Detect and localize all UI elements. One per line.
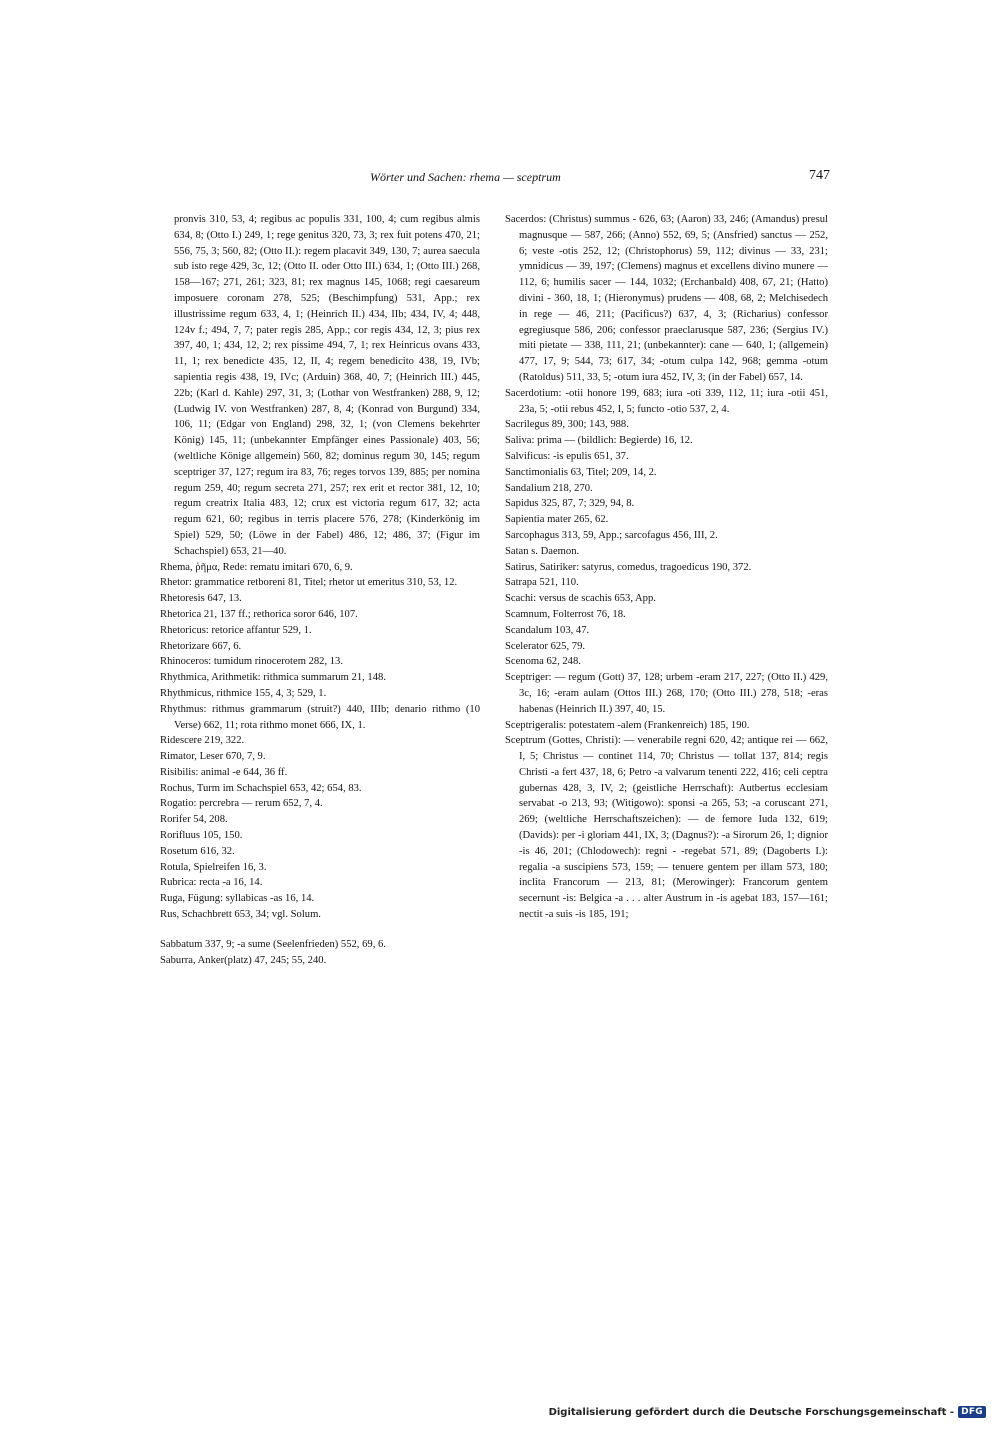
index-entry: Rhythmicus, rithmice 155, 4, 3; 529, 1. — [160, 687, 327, 699]
index-entry: Saliva: prima — (bildlich: Begierde) 16, 12. — [505, 435, 693, 447]
index-entry: Sacerdotium: -otii honore 199, 683; iura -oti 339, 112, 11; iura -otii 451, 23a, 5; -otii rebus 452, I, 5; functo -otio 537, 2, 4. — [505, 387, 828, 415]
index-entry: Satirus, Satiriker: satyrus, comedus, tragoedicus 190, 372. — [505, 561, 752, 573]
index-entry: Sabbatum 337, 9; -a sume (Seelenfrieden) 552, 69, 6. — [160, 938, 386, 950]
index-entry: Sapientia mater 265, 62. — [505, 514, 609, 526]
index-entry: Ruga, Fügung: syllabicas -as 16, 14. — [160, 893, 315, 905]
index-entry: Rhema, ῥῆμα, Rede: rematu imitari 670, 6, 9. — [160, 561, 353, 573]
index-entry: Sacrilegus 89, 300; 143, 988. — [505, 419, 629, 431]
index-entry: Rimator, Leser 670, 7, 9. — [160, 751, 266, 763]
index-entry: Rubrica: recta -a 16, 14. — [160, 877, 263, 889]
index-entry: Scelerator 625, 79. — [505, 640, 586, 652]
index-entry: Rhetor: grammatice retboreni 81, Titel; rhetor ut emeritus 310, 53, 12. — [160, 577, 458, 589]
index-entry: Sapidus 325, 87, 7; 329, 94, 8. — [505, 498, 635, 510]
digitization-credit: Digitalisierung gefördert durch die Deutsche Forschungsgemeinschaft - — [548, 1406, 955, 1418]
footer — [549, 1404, 986, 1420]
index-entry: Rhythmus: rithmus grammarum (struit?) 440, IIIb; denario rithmo (10 Verse) 662, 11; rota rithmo monet 666, IX, 1. — [160, 703, 480, 731]
dfg-logo: DFG — [958, 1406, 986, 1418]
index-entry: Sceptriger: — regum (Gott) 37, 128; urbem -eram 217, 227; (Otto II.) 429, 3c, 16; -eram aulam (Ottos III.) 268, 170; (Otto III.) 278, 518; -eras habenas (Heinrich II.) 397, 40, 15. — [505, 672, 828, 715]
index-entry: Saburra, Anker(platz) 47, 245; 55, 240. — [160, 954, 327, 966]
index-entry: Rhetorica 21, 137 ff.; rethorica soror 646, 107. — [160, 608, 358, 620]
running-title: Wörter und Sachen: rhema — sceptrum — [370, 170, 561, 184]
index-entry: Rogatio: percrebra — rerum 652, 7, 4. — [160, 798, 323, 810]
index-entry: Rhetoresis 647, 13. — [160, 593, 242, 605]
index-entry: pronvis 310, 53, 4; regibus ac populis 331, 100, 4; cum regibus almis 634, 8; (Otto I.) 249, 1; rege genitus 320, 73, 3; rex fuit potens 470, 21; 556, 75, 3; 560, 82; (Otto II.): regem placavit 349, 130, 7; aurea saecula sub isto rege 429, 3c, 12; (Otto II. oder Otto III.) 634, 1; (Otto III.) 268, 158—167; 271, 261; 323, 81; rex magnus 145, 1068; regi caesareum imposuere coronam 278, 525; (Beschimpfung) 531, App.; rex illustrissime regum 633, 4, 1; (Heinrich II.) 434, IIb; 434, IV, 4; 448, 124v f.; 494, 7, 7; pater regis 285, App.; cor regis 434, 12, 3; pius rex 397, 40, 1; 434, 12, 2; rex pissime 494, 7, 1; rex Heinricus ovans 433, 11, 1; rex benedicte 435, 12, II, 4; regem benedicito 438, 19, IVb; sapientia regis 438, 19, IVc; (Arduin) 368, 40, 7; (Heinrich III.) 445, 22b; (Karl d. Kahle) 297, 31, 3; (Lothar von Westfranken) 288, 9, 12; (Ludwig IV. von Westfranken) 287, 8, 4; (Konrad von Burgund) 334, 106, 11; (Edgar von England) 298, 32, 1; (von Clemens bekehrter König) 145, 11; (unbekannter Empfänger eines Passionale) 403, 56; (weltliche Könige allgemein) 560, 82; dominus regum 30, 145; regum sceptriger 37, 127; regum ira 83, 76; reges torvos 139, 885; per nomina regum 259, 40; regum secreta 271, 257; rex erit et rector 381, 12, 10; regum creatrix Italia 483, 12; crux est victoria regum 617, 32; acta regum 621, 60; regibus in terris placere 576, 278; (Kinderkönig im Spiel) 529, 50; (Löwe in der Fabel) 486, 12; 486, 37; (Figur im Schachspiel) 653, 21—40. — [174, 214, 480, 557]
index-entry: Sarcophagus 313, 59, App.; sarcofagus 456, III, 2. — [505, 529, 718, 541]
index-entry: Scachi: versus de scachis 653, App. — [505, 593, 656, 605]
index-entry: Rhinoceros: tumidum rinocerotem 282, 13. — [160, 656, 344, 668]
index-entry: Scamnum, Folterrost 76, 18. — [505, 608, 626, 620]
index-entry: Rorifluus 105, 150. — [160, 830, 243, 842]
index-entry: Sceptrum (Gottes, Christi): — venerabile regni 620, 42; antique rei — 662, I, 5; Christus — continet 114, 70; Christus — tollat 137, 814; regis Christi -a fert 437, 18, 6; Petro -a valvarum tenenti 222, 416; celi ceptra gubernas 428, 3, IV, 2; (geistliche Herrschaft): Autbertus ecclesiam servabat -o 213, 93; (Witigowo): sponsi -a 265, 53; -a coruscant 271, 269; (weltliche Herrschaftszeichen): — de femore Iuda 132, 619; (Davids): per -i gloriam 441, IX, 3; (Dagnus?): -a Sirorum 26, 1; dignior -is 46, 201; (Chlodowech): regni - -regebat 571, 89; (Dagoberts I.): regalia -a suscipiens 573, 159; — tenuere gentem per illam 573, 180; inclita Francorum — 213, 81; (Merowinger): Francorum gentem secernunt -is: Belgica -a . . . alter Austrum in -is agebat 183, 157—161; nectit -a suis -is 185, 191; — [505, 735, 828, 921]
index-entry: Satrapa 521, 110. — [505, 577, 579, 589]
index-entry: Salvificus: -is epulis 651, 37. — [505, 450, 629, 462]
index-entry: Rorifer 54, 208. — [160, 814, 228, 826]
index-entry: Rhythmica, Arithmetik: rithmica summarum 21, 148. — [160, 672, 386, 684]
index-entry: Sacerdos: (Christus) summus - 626, 63; (Aaron) 33, 246; (Amandus) presul magnusque — 587, 266; (Anno) 552, 69, 5; (Ansfried) sanctus — 252, 6; veste -otis 252, 12; (Christophorus) 59, 112; divinus — 33, 231; ymnidicus — 39, 197; (Clemens) magnus et excellens divino munere — 112, 6; humilis sacer — 144, 1032; (Erchanbald) 408, 67, 21; (Hatto) divini - 360, 18, 1; (Hieronymus) prudens — 408, 68, 2; Melchisedech in rege — 46, 211; (Pacificus?) 637, 4, 3; (Richarius) confessor egregiusque 586, 206; confessor praeclarusque 587, 236; (Sergius IV.) miti pietate — 338, 111, 21; (unbekannter): cane — 640, 1; (allgemein) 477, 17, 9; 544, 73; 617, 34; -otum culpa 142, 968; gemma -otum (Ratoldus) 511, 33, 5; -otum iura 452, IV, 3; (in der Fabel) 657, 14. — [505, 214, 828, 383]
index-entry: Ridescere 219, 322. — [160, 735, 245, 747]
running-header — [160, 170, 830, 190]
index-entry: Rochus, Turm im Schachspiel 653, 42; 654, 83. — [160, 782, 362, 794]
index-entry: Scandalum 103, 47. — [505, 624, 590, 636]
index-entry: Risibilis: animal -e 644, 36 ff. — [160, 766, 288, 778]
index-entry: Rus, Schachbrett 653, 34; vgl. Solum. — [160, 909, 321, 921]
index-entry: Scenoma 62, 248. — [505, 656, 581, 668]
page-number: 747 — [809, 168, 830, 183]
index-entry: Rhetorizare 667, 6. — [160, 640, 242, 652]
index-entry: Satan s. Daemon. — [505, 545, 580, 557]
left-column — [160, 212, 480, 968]
right-column — [505, 212, 828, 923]
index-entry: Rhetoricus: retorice affantur 529, 1. — [160, 624, 312, 636]
index-entry: Sanctimonialis 63, Titel; 209, 14, 2. — [505, 466, 657, 478]
index-entry: Sandalium 218, 270. — [505, 482, 593, 494]
index-entry: Rosetum 616, 32. — [160, 845, 235, 857]
index-entry: Sceptrigeralis: potestatem -alem (Frankenreich) 185, 190. — [505, 719, 750, 731]
index-entry: Rotula, Spielreifen 16, 3. — [160, 861, 267, 873]
